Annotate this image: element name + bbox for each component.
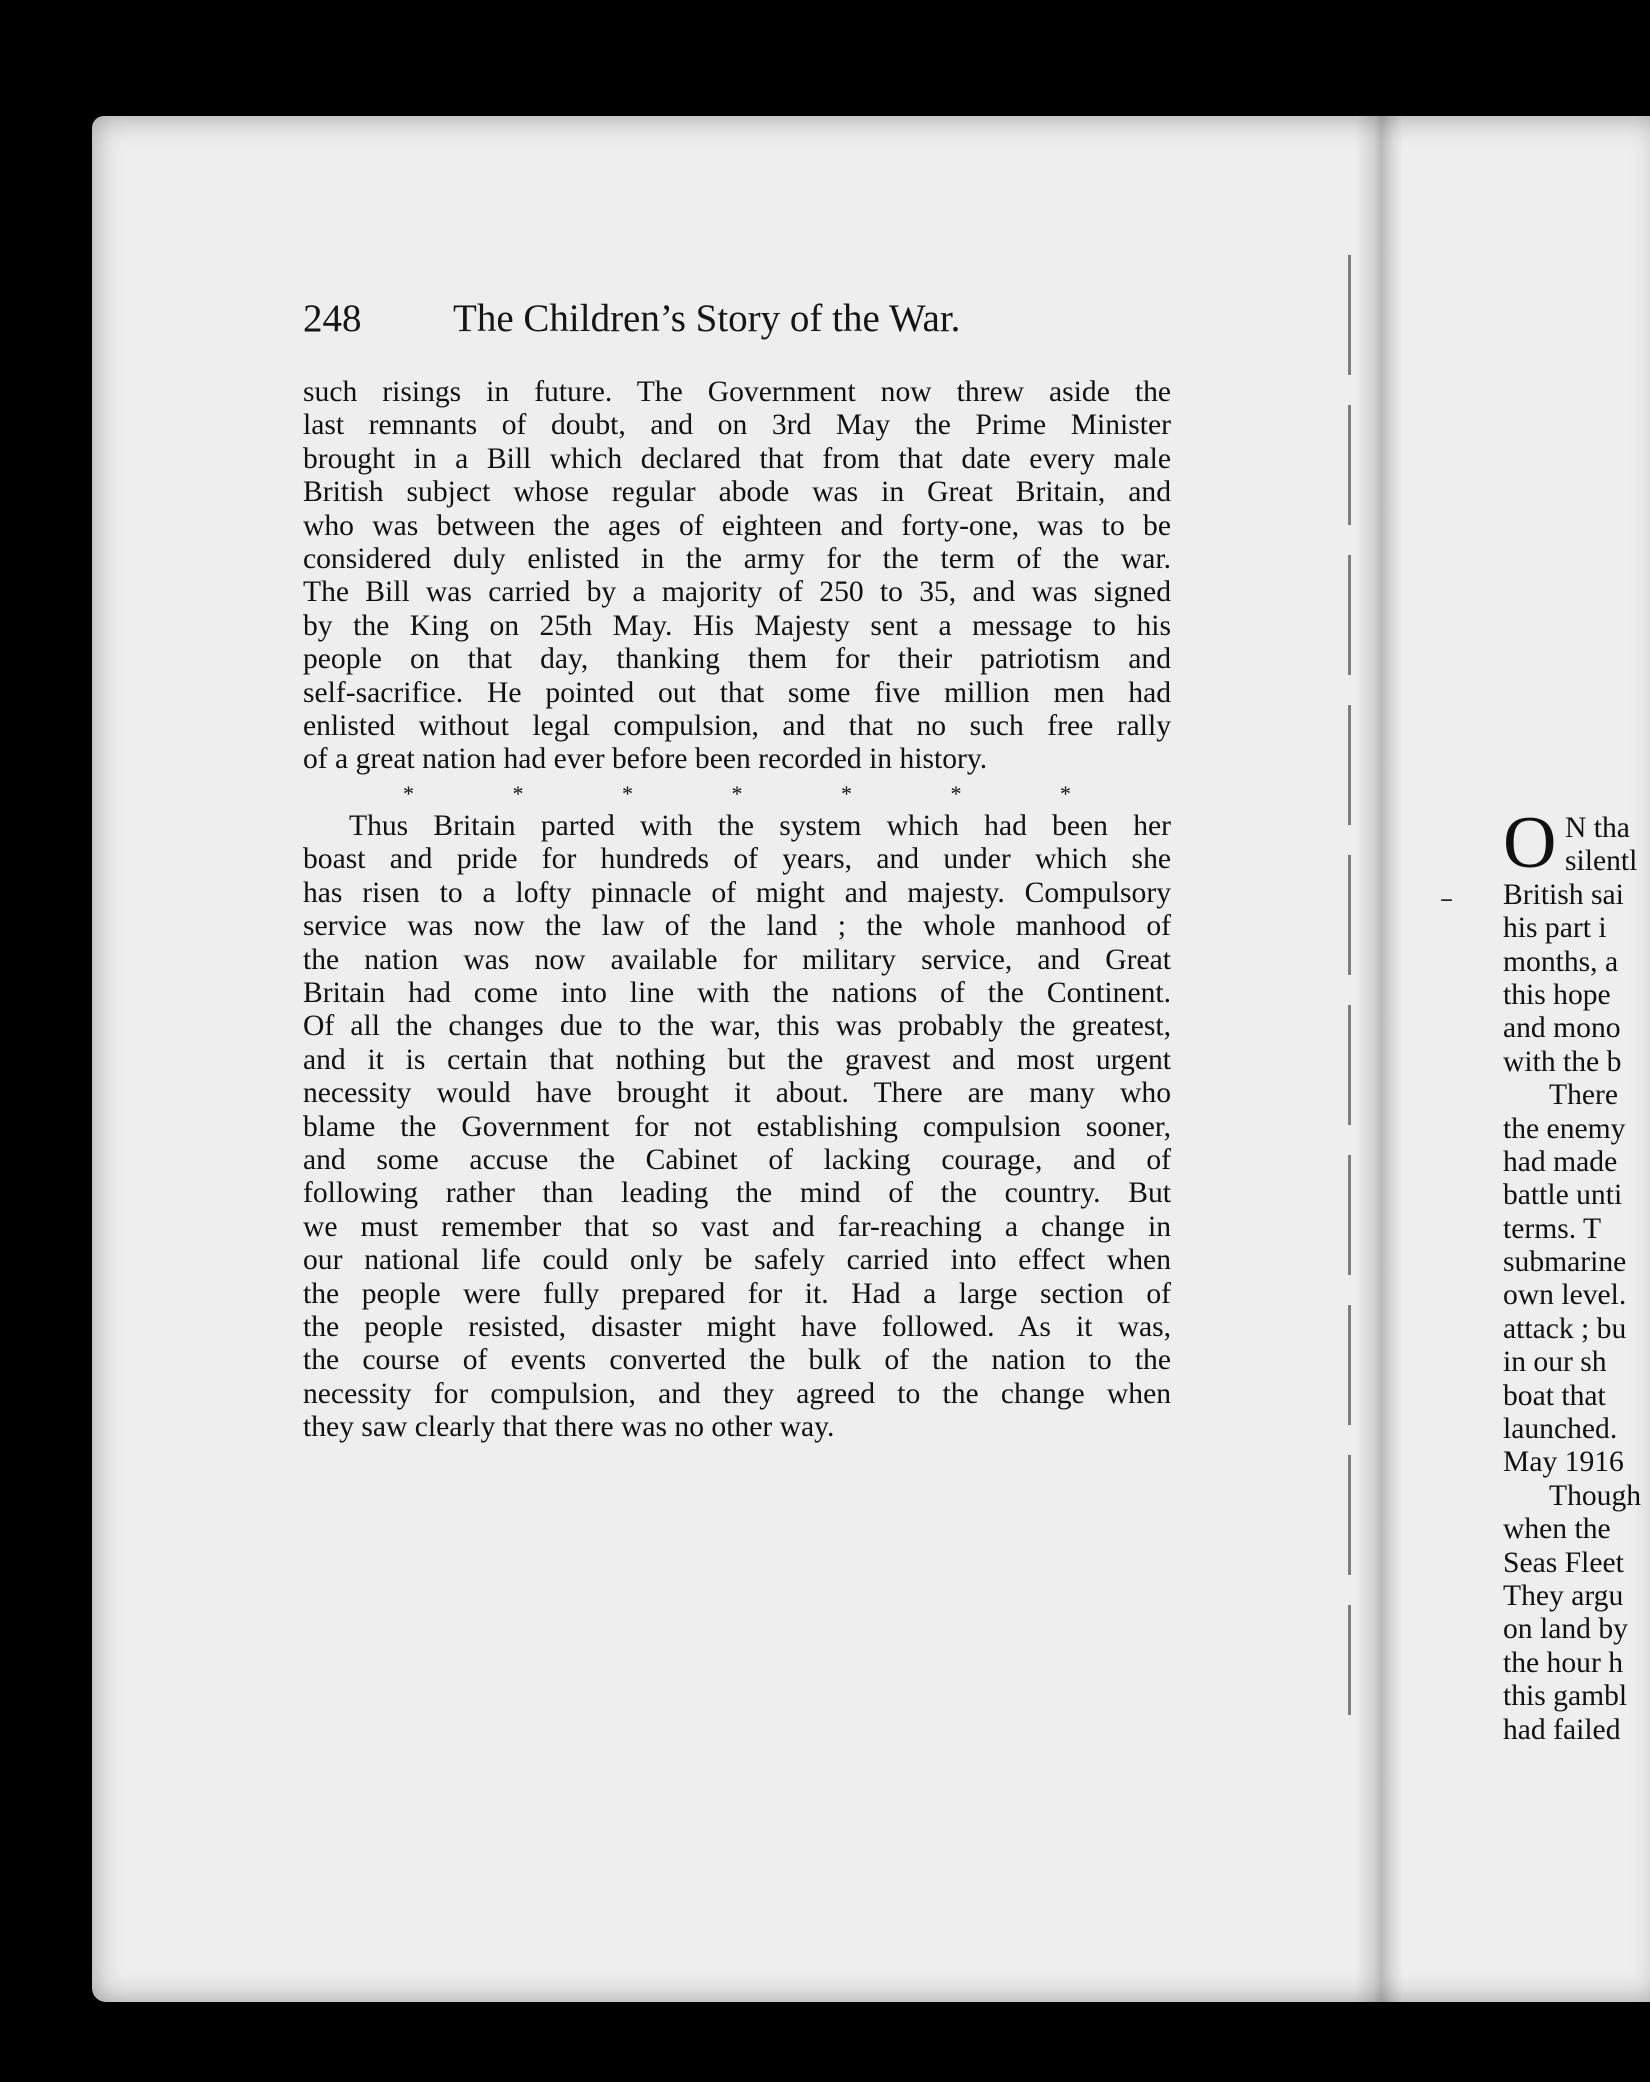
text-line: his part i bbox=[1503, 912, 1607, 945]
text-line: Thus Britain parted with the system which had been her bbox=[349, 810, 1171, 843]
text-line: launched. bbox=[1503, 1413, 1618, 1446]
text-line: such risings in future. The Government now threw aside the bbox=[303, 376, 1171, 408]
text-line: this hope bbox=[1503, 978, 1611, 1011]
text-line: British subject whose regular abode was in Great Britain, and bbox=[303, 476, 1171, 509]
text-line: we must remember that so vast and far-reaching a change in bbox=[303, 1210, 1171, 1243]
separator-star: * bbox=[841, 780, 852, 806]
text-line: they saw clearly that there was no other way. bbox=[303, 1411, 835, 1444]
text-line: this gambl bbox=[1503, 1680, 1628, 1713]
section-separator bbox=[303, 777, 1171, 810]
text-line: in our sh bbox=[1503, 1346, 1607, 1379]
running-title: The Children’s Story of the War. bbox=[453, 297, 961, 340]
text-line: of a great nation had ever before been recorded in history. bbox=[303, 743, 988, 776]
text-line: the enemy bbox=[1503, 1112, 1626, 1145]
separator-star: * bbox=[512, 780, 524, 806]
paragraph-2 bbox=[303, 810, 1171, 1444]
text-line: service was now the law of the land ; the whole manhood of bbox=[303, 910, 1171, 943]
text-line: self-sacrifice. He pointed out that some five million men had bbox=[303, 676, 1171, 709]
text-line: boat that bbox=[1503, 1379, 1606, 1412]
text-line: blame the Government for not establishing compulsion sooner, bbox=[303, 1110, 1171, 1143]
text-line: on land by bbox=[1503, 1613, 1628, 1646]
separator-star: * bbox=[622, 780, 633, 806]
paragraph-1 bbox=[303, 376, 1171, 777]
text-line: months, a bbox=[1503, 945, 1619, 978]
separator-star: * bbox=[403, 780, 414, 806]
text-line: last remnants of doubt, and on 3rd May the Prime Minister bbox=[303, 409, 1171, 442]
text-line: The Bill was carried by a majority of 250 to 35, and was signed bbox=[303, 576, 1171, 609]
text-line: May 1916 bbox=[1503, 1446, 1624, 1479]
text-line: necessity for compulsion, and they agreed to the change when bbox=[303, 1377, 1171, 1410]
text-line: submarine bbox=[1503, 1246, 1627, 1279]
text-line: necessity would have brought it about. There are many who bbox=[303, 1077, 1171, 1110]
text-line: Seas Fleet bbox=[1503, 1546, 1624, 1579]
text-line: the hour h bbox=[1503, 1646, 1623, 1679]
separator-star: * bbox=[731, 780, 743, 806]
text-line: when the bbox=[1503, 1513, 1611, 1546]
body-text bbox=[303, 376, 1171, 1445]
text-line: attack ; bu bbox=[1503, 1312, 1627, 1345]
text-line: Though bbox=[1549, 1479, 1642, 1512]
text-line: has risen to a lofty pinnacle of might and majesty. Compulsory bbox=[303, 876, 1171, 909]
text-line: silentl bbox=[1565, 845, 1638, 878]
text-line: Of all the changes due to the war, this was probably the greatest, bbox=[303, 1010, 1171, 1043]
text-line: and it is certain that nothing but the gravest and most urgent bbox=[303, 1043, 1171, 1076]
text-line: the course of events converted the bulk of the nation to the bbox=[303, 1344, 1171, 1377]
text-line: who was between the ages of eighteen and forty-one, was to be bbox=[303, 509, 1171, 542]
text-line: brought in a Bill which declared that from that date every male bbox=[303, 442, 1171, 475]
drop-cap: O bbox=[1503, 802, 1557, 884]
text-line: the people resisted, disaster might have followed. As it was, bbox=[303, 1310, 1171, 1343]
margin-mark: – bbox=[1440, 884, 1453, 914]
text-line: with the b bbox=[1503, 1045, 1622, 1078]
text-line: British sai bbox=[1503, 878, 1624, 911]
text-line: had failed bbox=[1503, 1713, 1621, 1746]
running-head bbox=[303, 296, 1173, 356]
separator-star: * bbox=[950, 780, 962, 806]
page-number: 248 bbox=[303, 297, 362, 340]
text-line: considered duly enlisted in the army for the term of the war. bbox=[303, 542, 1171, 575]
page-gutter bbox=[1355, 116, 1403, 2002]
text-line: people on that day, thanking them for their patriotism and bbox=[303, 643, 1171, 676]
text-line: N tha bbox=[1565, 812, 1630, 844]
text-line: following rather than leading the mind of the country. But bbox=[303, 1177, 1171, 1210]
text-line: and mono bbox=[1503, 1012, 1621, 1045]
text-line: There bbox=[1549, 1079, 1618, 1112]
text-line: terms. T bbox=[1503, 1212, 1602, 1245]
text-line: They argu bbox=[1503, 1579, 1624, 1612]
text-line: battle unti bbox=[1503, 1179, 1623, 1212]
text-line: by the King on 25th May. His Majesty sent a message to his bbox=[303, 609, 1171, 642]
text-line: and some accuse the Cabinet of lacking courage, and of bbox=[303, 1143, 1171, 1176]
text-line: our national life could only be safely carried into effect when bbox=[303, 1244, 1171, 1277]
text-line: the people were fully prepared for it. Had a large section of bbox=[303, 1277, 1171, 1310]
text-line: had made bbox=[1503, 1145, 1618, 1178]
text-line: the nation was now available for military service, and Great bbox=[303, 943, 1171, 976]
right-page-text bbox=[1503, 812, 1650, 1752]
text-line: boast and pride for hundreds of years, and under which she bbox=[303, 843, 1171, 876]
text-line: Britain had come into line with the nations of the Continent. bbox=[303, 977, 1171, 1010]
separator-star: * bbox=[1060, 780, 1071, 806]
text-line: enlisted without legal compulsion, and that no such free rally bbox=[303, 709, 1171, 742]
text-line: own level. bbox=[1503, 1279, 1627, 1312]
gutter-edge bbox=[1348, 255, 1351, 1715]
